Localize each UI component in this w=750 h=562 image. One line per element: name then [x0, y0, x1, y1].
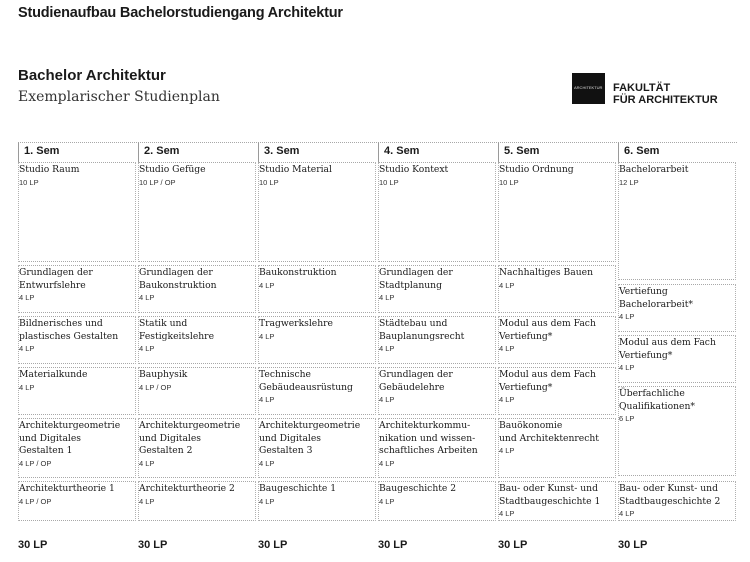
- module-title: Technische Gebäudeausrüstung: [259, 369, 353, 393]
- module-title: Statik und Festigkeitslehre: [139, 318, 215, 342]
- module-credits: 4 LP: [379, 496, 395, 506]
- module-cell: [378, 316, 496, 364]
- module-credits: 4 LP: [619, 363, 635, 372]
- module-credits: 4 LP: [499, 509, 515, 518]
- module-cell: [18, 367, 136, 415]
- module-cell: [258, 367, 376, 415]
- semester-label: 3. Sem: [264, 145, 300, 157]
- module-title: Baukonstruktion: [259, 267, 337, 278]
- module-cell: [378, 418, 496, 478]
- module-cell: [18, 481, 136, 521]
- module-title: Grundlagen der Gebäudelehre: [379, 369, 453, 393]
- module-credits: 4 LP / OP: [139, 382, 172, 392]
- module-cell: [138, 316, 256, 364]
- module-title: Architekturgeometrie und Digitales Gestalten 3: [259, 420, 361, 456]
- faculty-logo-mark: ARCHITEKTUR: [574, 85, 603, 90]
- module-cell: [498, 418, 616, 478]
- module-credits: 12 LP: [619, 177, 639, 187]
- module-cell: [258, 418, 376, 478]
- module-credits: 10 LP: [259, 177, 279, 187]
- semester-total: 30 LP: [618, 539, 648, 551]
- semester-header: [18, 142, 137, 163]
- module-title: Städtebau und Bauplanungsrecht: [379, 318, 465, 342]
- module-credits: 4 LP / OP: [19, 496, 52, 506]
- module-title: Bau- oder Kunst- und Stadtbaugeschichte 1: [499, 483, 601, 507]
- module-cell: [258, 265, 376, 313]
- module-title: Studio Ordnung: [499, 164, 574, 175]
- module-title: Bau- oder Kunst- und Stadtbaugeschichte 2: [619, 483, 721, 507]
- module-cell: [18, 162, 136, 262]
- module-credits: 4 LP: [379, 395, 395, 404]
- module-title: Materialkunde: [19, 369, 88, 380]
- module-title: Bachelorarbeit: [619, 164, 689, 175]
- faculty-name: [613, 82, 718, 106]
- semester-header: [258, 142, 377, 163]
- module-title: Tragwerkslehre: [259, 318, 333, 329]
- semester-header: [498, 142, 617, 163]
- module-credits: 10 LP: [379, 177, 399, 187]
- module-title: Architekturtheorie 1: [19, 483, 115, 494]
- module-cell: [498, 265, 616, 313]
- module-credits: 4 LP: [19, 382, 35, 392]
- module-cell: [618, 335, 736, 383]
- module-title: Vertiefung Bachelorarbeit*: [619, 286, 694, 310]
- module-cell: [18, 316, 136, 364]
- module-credits: 4 LP: [379, 458, 395, 468]
- module-cell: [378, 481, 496, 521]
- module-title: Modul aus dem Fach Vertiefung*: [499, 318, 596, 342]
- module-credits: 4 LP: [19, 293, 35, 302]
- module-credits: 4 LP: [139, 496, 155, 506]
- semester-label: 5. Sem: [504, 145, 540, 157]
- module-cell: [498, 316, 616, 364]
- semester-total: 30 LP: [138, 539, 168, 551]
- module-title: Bildnerisches und plastisches Gestalten: [19, 318, 119, 342]
- module-cell: [378, 265, 496, 313]
- page-title: Bachelor Architektur: [18, 67, 166, 84]
- semester-header: [138, 142, 257, 163]
- module-credits: 4 LP: [259, 331, 275, 341]
- module-credits: 4 LP: [139, 458, 155, 468]
- module-credits: 4 LP / OP: [19, 458, 52, 468]
- faculty-name-line2: FÜR ARCHITEKTUR: [613, 94, 718, 106]
- module-cell: [138, 265, 256, 313]
- semester-header: [378, 142, 497, 163]
- module-cell: [618, 284, 736, 332]
- module-cell: [138, 418, 256, 478]
- module-title: Studio Raum: [19, 164, 80, 175]
- module-cell: [378, 367, 496, 415]
- module-cell: [618, 162, 736, 280]
- module-title: Nachhaltiges Bauen: [499, 267, 593, 278]
- module-cell: [498, 162, 616, 262]
- module-credits: 4 LP: [619, 509, 635, 518]
- module-credits: 4 LP: [259, 458, 275, 468]
- module-credits: 4 LP: [259, 496, 275, 506]
- module-credits: 4 LP: [499, 395, 515, 404]
- module-credits: 4 LP: [619, 312, 635, 321]
- page-subtitle: Exemplarischer Studienplan: [18, 89, 220, 105]
- faculty-name-line1: FAKULTÄT: [613, 82, 671, 94]
- module-cell: [498, 481, 616, 521]
- module-title: Modul aus dem Fach Vertiefung*: [499, 369, 596, 393]
- module-cell: [618, 386, 736, 476]
- module-title: Studio Material: [259, 164, 332, 175]
- module-cell: [618, 481, 736, 521]
- semester-label: 2. Sem: [144, 145, 180, 157]
- module-cell: [138, 367, 256, 415]
- module-title: Studio Gefüge: [139, 164, 206, 175]
- module-credits: 4 LP: [139, 344, 155, 353]
- semester-total: 30 LP: [258, 539, 288, 551]
- top-title: Studienaufbau Bachelorstudiengang Architektur: [18, 5, 343, 21]
- module-cell: [378, 162, 496, 262]
- module-credits: 10 LP: [499, 177, 519, 187]
- module-cell: [138, 162, 256, 262]
- module-title: Studio Kontext: [379, 164, 449, 175]
- module-title: Architekturgeometrie und Digitales Gestalten 1: [19, 420, 121, 456]
- faculty-logo: [572, 73, 605, 104]
- module-cell: [138, 481, 256, 521]
- module-title: Grundlagen der Baukonstruktion: [139, 267, 217, 291]
- module-title: Baugeschichte 2: [379, 483, 457, 494]
- module-title: Architekturkommu- nikation und wissen- schaftliches Arbeiten: [379, 420, 478, 456]
- semester-total: 30 LP: [378, 539, 408, 551]
- semester-total: 30 LP: [18, 539, 48, 551]
- semester-label: 6. Sem: [624, 145, 660, 157]
- module-title: Überfachliche Qualifikationen*: [619, 388, 696, 412]
- module-title: Grundlagen der Entwurfslehre: [19, 267, 93, 291]
- module-credits: 4 LP: [19, 344, 35, 353]
- module-cell: [18, 418, 136, 478]
- semester-label: 4. Sem: [384, 145, 420, 157]
- module-credits: 10 LP / OP: [139, 177, 176, 187]
- module-cell: [258, 481, 376, 521]
- module-title: Baugeschichte 1: [259, 483, 337, 494]
- module-cell: [258, 316, 376, 364]
- module-title: Architekturtheorie 2: [139, 483, 235, 494]
- module-credits: 4 LP: [379, 344, 395, 353]
- module-credits: 6 LP: [619, 414, 635, 423]
- module-credits: 4 LP: [379, 293, 395, 302]
- module-credits: 4 LP: [499, 280, 515, 290]
- module-credits: 4 LP: [139, 293, 155, 302]
- module-title: Bauphysik: [139, 369, 188, 380]
- module-title: Architekturgeometrie und Digitales Gestalten 2: [139, 420, 241, 456]
- semester-header: [618, 142, 737, 163]
- semester-total: 30 LP: [498, 539, 528, 551]
- semester-label: 1. Sem: [24, 145, 60, 157]
- module-credits: 4 LP: [259, 395, 275, 404]
- module-credits: 4 LP: [259, 280, 275, 290]
- module-cell: [18, 265, 136, 313]
- module-credits: 4 LP: [499, 344, 515, 353]
- module-cell: [498, 367, 616, 415]
- module-credits: 10 LP: [19, 177, 39, 187]
- module-title: Bauökonomie und Architektenrecht: [499, 420, 599, 444]
- module-credits: 4 LP: [499, 446, 515, 455]
- module-title: Modul aus dem Fach Vertiefung*: [619, 337, 716, 361]
- module-title: Grundlagen der Stadtplanung: [379, 267, 453, 291]
- module-cell: [258, 162, 376, 262]
